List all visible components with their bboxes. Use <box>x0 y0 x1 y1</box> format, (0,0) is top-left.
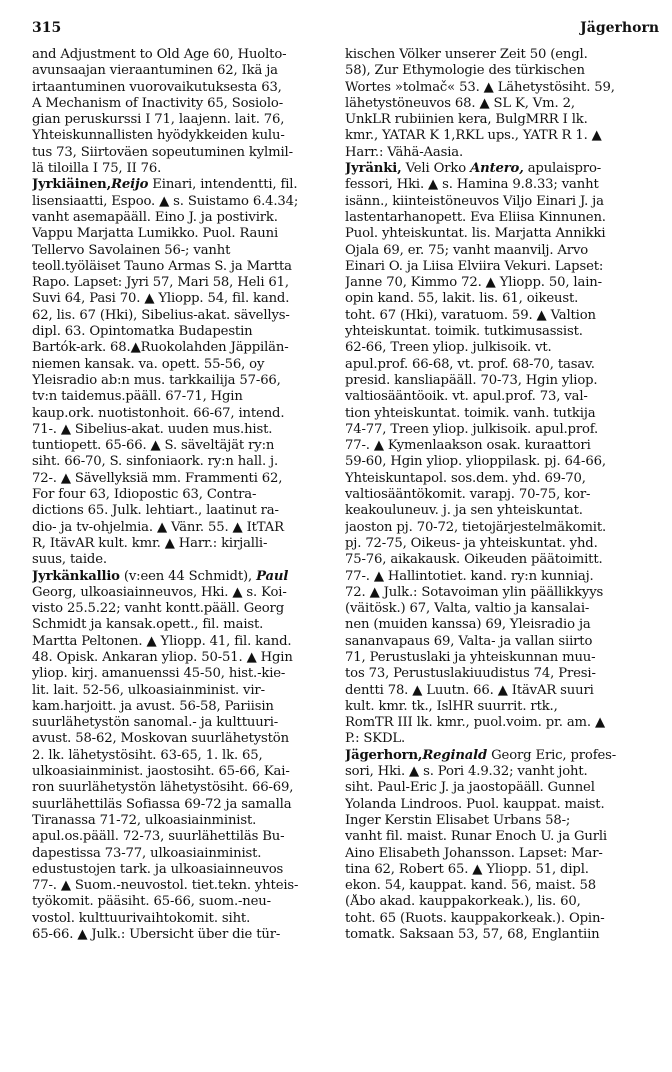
entry-text: jaoston pj. 70-72, tietojärjestelmäkomit. <box>345 519 607 535</box>
entry-text: dio- ja tv-ohjelmia. ▲ Vänr. 55. ▲ ItTAR <box>32 519 284 535</box>
entry-text: tus 73, Siirtoväen sopeutuminen kylmil- <box>32 144 293 160</box>
entry-text: opin kand. 55, lakit. lis. 61, oikeust. <box>345 291 579 307</box>
text-line <box>345 911 645 927</box>
entry-text: presid. kansliapääll. 70-73, Hgin yliop. <box>345 372 598 388</box>
text-line <box>345 177 645 193</box>
text-line <box>345 699 645 715</box>
entry-text: Martta Peltonen. ▲ Yliopp. 41, fil. kand. <box>32 633 292 649</box>
text-line <box>345 275 645 291</box>
entry-text: apulaispro- <box>523 161 602 177</box>
text-line <box>32 128 332 144</box>
text-line <box>32 764 332 780</box>
entry-text: Einari, intendentti, fil. <box>148 177 298 193</box>
text-line <box>345 601 645 617</box>
text-line <box>345 438 645 454</box>
text-line <box>32 406 332 422</box>
text-line <box>32 829 332 845</box>
text-line <box>345 585 645 601</box>
left-column <box>32 47 332 943</box>
text-line <box>345 80 645 96</box>
text-line <box>345 63 645 79</box>
text-line <box>345 259 645 275</box>
text-line <box>32 699 332 715</box>
entry-text: kam.harjoitt. ja avust. 56-58, Pariisin <box>32 698 274 714</box>
entry-text: 72-. ▲ Sävellyksiä mm. Frammenti 62, <box>32 470 283 486</box>
entry-surname: Jyrkänkallio <box>32 568 120 584</box>
text-line <box>32 226 332 242</box>
entry-text: dapestissa 73-77, ulkoasiainminist. <box>32 845 262 861</box>
entry-text: apul.os.pääll. 72-73, suurlähettiläs Bu- <box>32 829 285 845</box>
text-line <box>32 585 332 601</box>
text-line <box>345 243 645 259</box>
text-line <box>345 487 645 503</box>
entry-text: yhteiskuntat. toimik. tutkimusassist. <box>345 324 583 340</box>
text-line <box>345 520 645 536</box>
entry-text: 2. lk. lähetystösiht. 63-65, 1. lk. 65, <box>32 747 263 763</box>
text-line <box>345 829 645 845</box>
text-line <box>32 715 332 731</box>
entry-text: A Mechanism of Inactivity 65, Sosiolo- <box>32 95 284 111</box>
text-line <box>32 487 332 503</box>
entry-text: lä tiloilla I 75, II 76. <box>32 161 162 177</box>
entry-text: vanht asemapääll. Eino J. ja postivirk. <box>32 209 278 225</box>
entry-text: visto 25.5.22; vanht kontt.pääll. Georg <box>32 601 285 617</box>
text-line <box>32 846 332 862</box>
entry-given-name: Paul <box>256 568 289 584</box>
text-line <box>32 259 332 275</box>
entry-text: pj. 72-75, Oikeus- ja yhteiskuntat. yhd. <box>345 535 598 551</box>
entry-text: vanht fil. maist. Runar Enoch U. ja Gurli <box>345 829 607 845</box>
entry-text: 62, lis. 67 (Hki), Sibelius-akat. sävellys- <box>32 307 290 323</box>
entry-text: isänn., kiinteistöneuvos Viljo Einari J. ja <box>345 193 604 209</box>
entry-text: sori, Hki. ▲ s. Pori 4.9.32; vanht joht. <box>345 764 588 780</box>
text-line <box>32 650 332 666</box>
entry-text: Bartók-ark. 68.▲Ruokolahden Jäppilän- <box>32 340 289 356</box>
text-line <box>32 617 332 633</box>
entry-text: (väitösk.) 67, Valta, valtio ja kansalai- <box>345 601 590 617</box>
entry-text: 62-66, Treen yliop. julkisoik. vt. <box>345 340 552 356</box>
entry-text: 65-66. ▲ Julk.: Übersicht über die tür- <box>32 927 281 943</box>
entry-text: siht. Paul-Eric J. ja jaostopääll. Gunnel <box>345 780 595 796</box>
text-line <box>345 927 645 943</box>
entry-text: Harr.: Vähä-Aasia. <box>345 144 464 160</box>
text-line <box>345 634 645 650</box>
entry-text: P.: SKDL. <box>345 731 406 747</box>
text-line <box>345 552 645 568</box>
text-line <box>32 862 332 878</box>
entry-text: toht. 65 (Ruots. kauppakorkeak.). Opin- <box>345 910 605 926</box>
text-line <box>32 422 332 438</box>
text-line <box>345 878 645 894</box>
text-line <box>345 291 645 307</box>
text-line <box>32 911 332 927</box>
entry-text: avust. 58-62, Moskovan suurlähetystön <box>32 731 289 747</box>
entry-text: suurlähettiläs Sofiassa 69-72 ja samalla <box>32 796 292 812</box>
entry-text: Yleisradio ab:n mus. tarkkailija 57-66, <box>32 372 281 388</box>
entry-text: Tellervo Savolainen 56-; vanht <box>32 242 231 258</box>
entry-text: Vappu Marjatta Lumikko. Puol. Rauni <box>32 226 279 242</box>
text-line <box>32 324 332 340</box>
text-line <box>345 96 645 112</box>
entry-text: lastentarhanopett. Eva Eliisa Kinnunen. <box>345 209 606 225</box>
entry-text: tion yhteiskuntat. toimik. vanh. tutkija <box>345 405 596 421</box>
entry-text: ron suurlähetystön lähetystösiht. 66-69, <box>32 780 294 796</box>
entry-text: 72. ▲ Julk.: Sotavoiman ylin päällikkyys <box>345 584 604 600</box>
entry-text: siht. 66-70, S. sinfoniaork. ry:n hall. j. <box>32 454 279 470</box>
entry-text: vostol. kulttuurivaihtokomit. siht. <box>32 910 251 926</box>
entry-headword-line <box>32 569 332 585</box>
text-line <box>345 780 645 796</box>
entry-text: keakouluneuv. j. ja sen yhteiskuntat. <box>345 503 583 519</box>
entry-text: Suvi 64, Pasi 70. ▲ Yliopp. 54, fil. kand. <box>32 291 290 307</box>
text-line <box>345 112 645 128</box>
text-line <box>32 927 332 943</box>
entry-text: Tiranassa 71-72, ulkoasiainminist. <box>32 812 257 828</box>
entry-text: lisensiaatti, Espoo. ▲ s. Suistamo 6.4.34; <box>32 193 299 209</box>
entry-text: kaup.ork. nuotistonhoit. 66-67, intend. <box>32 405 285 421</box>
entry-text: Schmidt ja kansak.opett., fil. maist. <box>32 617 264 633</box>
text-line <box>32 145 332 161</box>
text-line <box>32 536 332 552</box>
text-line <box>345 47 645 63</box>
text-line <box>345 797 645 813</box>
entry-text: tuntiopett. 65-66. ▲ S. säveltäjät ry:n <box>32 438 275 454</box>
text-line <box>345 454 645 470</box>
running-head: Jägerhorn <box>580 20 659 36</box>
text-line <box>32 275 332 291</box>
text-line <box>345 406 645 422</box>
text-line <box>345 862 645 878</box>
text-line <box>32 471 332 487</box>
entry-text: Wortes »tolmač« 53. ▲ Lähetystösiht. 59, <box>345 79 615 95</box>
text-line <box>32 373 332 389</box>
entry-text: lit. lait. 52-56, ulkoasiainminist. vir- <box>32 682 265 698</box>
text-line <box>345 650 645 666</box>
text-line <box>32 438 332 454</box>
entry-text: Georg, ulkoasiainneuvos, Hki. ▲ s. Koi- <box>32 584 287 600</box>
text-line <box>345 894 645 910</box>
entry-text: ulkoasiainminist. jaostosiht. 65-66, Kai- <box>32 764 290 780</box>
text-line <box>345 373 645 389</box>
entry-text: työkomit. pääsiht. 65-66, suom.-neu- <box>32 894 271 910</box>
entry-text: Einari O. ja Liisa Elviira Vekuri. Lapset: <box>345 258 604 274</box>
entry-headword-line <box>345 161 645 177</box>
entry-text: Puol. yhteiskuntat. lis. Marjatta Annikki <box>345 226 606 242</box>
entry-text: irtaantuminen vuorovaikutuksesta 63, <box>32 79 282 95</box>
text-line <box>345 536 645 552</box>
entry-headword-line <box>345 748 645 764</box>
text-line <box>345 683 645 699</box>
entry-text: UnkLR rubiinien kera, BulgMRR I lk. <box>345 112 588 128</box>
text-line <box>345 569 645 585</box>
entry-text: 77-. ▲ Suom.-neuvostol. tiet.tekn. yhteis- <box>32 878 299 894</box>
text-line <box>32 666 332 682</box>
entry-text: Yhteiskunnallisten hyödykkeiden kulu- <box>32 128 285 144</box>
entry-text: Yolanda Lindroos. Puol. kauppat. maist. <box>345 796 605 812</box>
text-line <box>32 291 332 307</box>
entry-text: 74-77, Treen yliop. julkisoik. apul.prof. <box>345 421 599 437</box>
text-line <box>345 340 645 356</box>
text-line <box>32 63 332 79</box>
entry-text: 59-60, Hgin yliop. ylioppilask. pj. 64-66, <box>345 454 606 470</box>
entry-text: (v:een 44 Schmidt), <box>119 568 257 584</box>
entry-text: sananvapaus 69, Valta- ja vallan siirto <box>345 633 593 649</box>
entry-text: niemen kansak. va. opett. 55-56, oy <box>32 356 265 372</box>
text-line <box>32 243 332 259</box>
entry-text: gian peruskurssi I 71, laajenn. lait. 76, <box>32 112 285 128</box>
text-line <box>345 503 645 519</box>
text-line <box>345 210 645 226</box>
text-line <box>32 96 332 112</box>
entry-text: toht. 67 (Hki), varatuom. 59. ▲ Valtion <box>345 307 596 323</box>
entry-given-name: Reijo <box>111 177 149 193</box>
text-line <box>345 846 645 862</box>
entry-text: edustustojen tark. ja ulkoasiainneuvos <box>32 861 284 877</box>
text-line <box>32 357 332 373</box>
entry-surname: Jyränki, <box>345 161 402 177</box>
text-line <box>345 324 645 340</box>
text-line <box>32 780 332 796</box>
text-line <box>32 340 332 356</box>
text-line <box>32 308 332 324</box>
text-line <box>345 666 645 682</box>
text-line <box>32 503 332 519</box>
text-line <box>345 128 645 144</box>
text-line <box>345 226 645 242</box>
text-line <box>32 389 332 405</box>
entry-text: dentti 78. ▲ Luutn. 66. ▲ ItävAR suuri <box>345 682 594 698</box>
entry-text: Georg Eric, profes- <box>487 747 617 763</box>
entry-text: 58), Zur Ethymologie des türkischen <box>345 63 585 79</box>
entry-text: Yhteiskuntapol. sos.dem. yhd. 69-70, <box>345 470 586 486</box>
entry-text: yliop. kirj. amanuenssi 45-50, hist.-kie- <box>32 666 286 682</box>
entry-given-name: Reginald <box>422 747 488 763</box>
entry-text: 77-. ▲ Kymenlaakson osak. kuraattori <box>345 438 591 454</box>
text-line <box>32 210 332 226</box>
entry-surname: Jägerhorn, <box>345 747 423 763</box>
entry-text: 71-. ▲ Sibelius-akat. uuden mus.hist. <box>32 421 273 437</box>
entry-text: avunsaajan vieraantuminen 62, Ikä ja <box>32 63 278 79</box>
entry-text: lähetystöneuvos 68. ▲ SL K, Vm. 2, <box>345 95 575 111</box>
text-line <box>345 145 645 161</box>
text-line <box>32 634 332 650</box>
entry-text: RomTR III lk. kmr., puol.voim. pr. am. ▲ <box>345 715 605 731</box>
entry-given-name: Antero, <box>470 161 524 177</box>
entry-text: valtiosääntökomit. varapj. 70-75, kor- <box>345 487 591 503</box>
entry-text: kult. kmr. tk., IslHR suurrit. rtk., <box>345 698 558 714</box>
text-line <box>345 731 645 747</box>
text-line <box>32 112 332 128</box>
text-line <box>345 194 645 210</box>
entry-text: Aino Elisabeth Johansson. Lapset: Mar- <box>345 845 603 861</box>
text-line <box>32 748 332 764</box>
text-line <box>345 389 645 405</box>
text-line <box>345 813 645 829</box>
entry-text: teoll.työläiset Tauno Armas S. ja Martta <box>32 258 292 274</box>
entry-text: suurlähetystön sanomal.- ja kulttuuri- <box>32 715 279 731</box>
text-line <box>345 617 645 633</box>
entry-text: and Adjustment to Old Age 60, Huolto- <box>32 47 287 62</box>
entry-text: tomatk. Saksaan 53, 57, 68, Englantiin <box>345 927 600 943</box>
entry-headword-line <box>32 177 332 193</box>
text-line <box>345 764 645 780</box>
text-line <box>345 471 645 487</box>
text-line <box>32 80 332 96</box>
entry-text: kmr., YATAR K 1,RKL ups., YATR R 1. ▲ <box>345 128 602 144</box>
entry-text: ekon. 54, kauppat. kand. 56, maist. 58 <box>345 878 597 894</box>
text-line <box>32 520 332 536</box>
entry-text: Janne 70, Kimmo 72. ▲ Yliopp. 50, lain- <box>345 275 602 291</box>
entry-text: 75-76, aikakausk. Oikeuden päätoimitt. <box>345 552 603 568</box>
entry-text: For four 63, Idiopostic 63, Contra- <box>32 487 257 503</box>
entry-text: valtiosääntöoik. vt. apul.prof. 73, val- <box>345 389 588 405</box>
entry-text: tina 62, Robert 65. ▲ Yliopp. 51, dipl. <box>345 861 589 877</box>
text-line <box>32 601 332 617</box>
entry-text: tv:n taidemus.pääll. 67-71, Hgin <box>32 389 243 405</box>
entry-text: Ojala 69, er. 75; vanht maanvilj. Arvo <box>345 242 589 258</box>
entry-text: tos 73, Perustuslakiuudistus 74, Presi- <box>345 666 596 682</box>
entry-text: dipl. 63. Opintomatka Budapestin <box>32 324 253 340</box>
text-line <box>345 715 645 731</box>
right-column <box>345 47 645 943</box>
entry-text: apul.prof. 66-68, vt. prof. 68-70, tasav. <box>345 356 595 372</box>
text-line <box>345 422 645 438</box>
text-line <box>32 47 332 63</box>
text-line <box>32 683 332 699</box>
entry-text: (Åbo akad. kauppakorkeak.), lis. 60, <box>345 894 581 910</box>
entry-text: 71, Perustuslaki ja yhteiskunnan muu- <box>345 649 596 665</box>
entry-text: 48. Opisk. Ankaran yliop. 50-51. ▲ Hgin <box>32 649 293 665</box>
text-line <box>345 357 645 373</box>
entry-text: Rapo. Lapset: Jyri 57, Mari 58, Heli 61, <box>32 275 289 291</box>
text-line <box>345 308 645 324</box>
entry-text: 77-. ▲ Hallintotiet. kand. ry:n kunniaj. <box>345 568 594 584</box>
entry-text: Veli Orko <box>401 161 471 177</box>
text-line <box>32 797 332 813</box>
entry-text: suus, taide. <box>32 552 107 568</box>
entry-surname: Jyrkiäinen, <box>32 177 112 193</box>
text-line <box>32 454 332 470</box>
text-line <box>32 894 332 910</box>
entry-text: kischen Völker unserer Zeit 50 (engl. <box>345 47 588 62</box>
text-line <box>32 731 332 747</box>
entry-text: R, ItävAR kult. kmr. ▲ Harr.: kirjalli- <box>32 535 268 551</box>
entry-text: fessori, Hki. ▲ s. Hamina 9.8.33; vanht <box>345 177 599 193</box>
text-line <box>32 194 332 210</box>
text-line <box>32 552 332 568</box>
text-line <box>32 813 332 829</box>
entry-text: dictions 65. Julk. lehtiart., laatinut ra- <box>32 503 279 519</box>
text-line <box>32 878 332 894</box>
entry-text: nen (muiden kanssa) 69, Yleisradio ja <box>345 617 591 633</box>
entry-text: Inger Kerstin Elisabet Urbans 58-; <box>345 812 571 828</box>
page-number: 315 <box>32 20 62 36</box>
text-line <box>32 161 332 177</box>
